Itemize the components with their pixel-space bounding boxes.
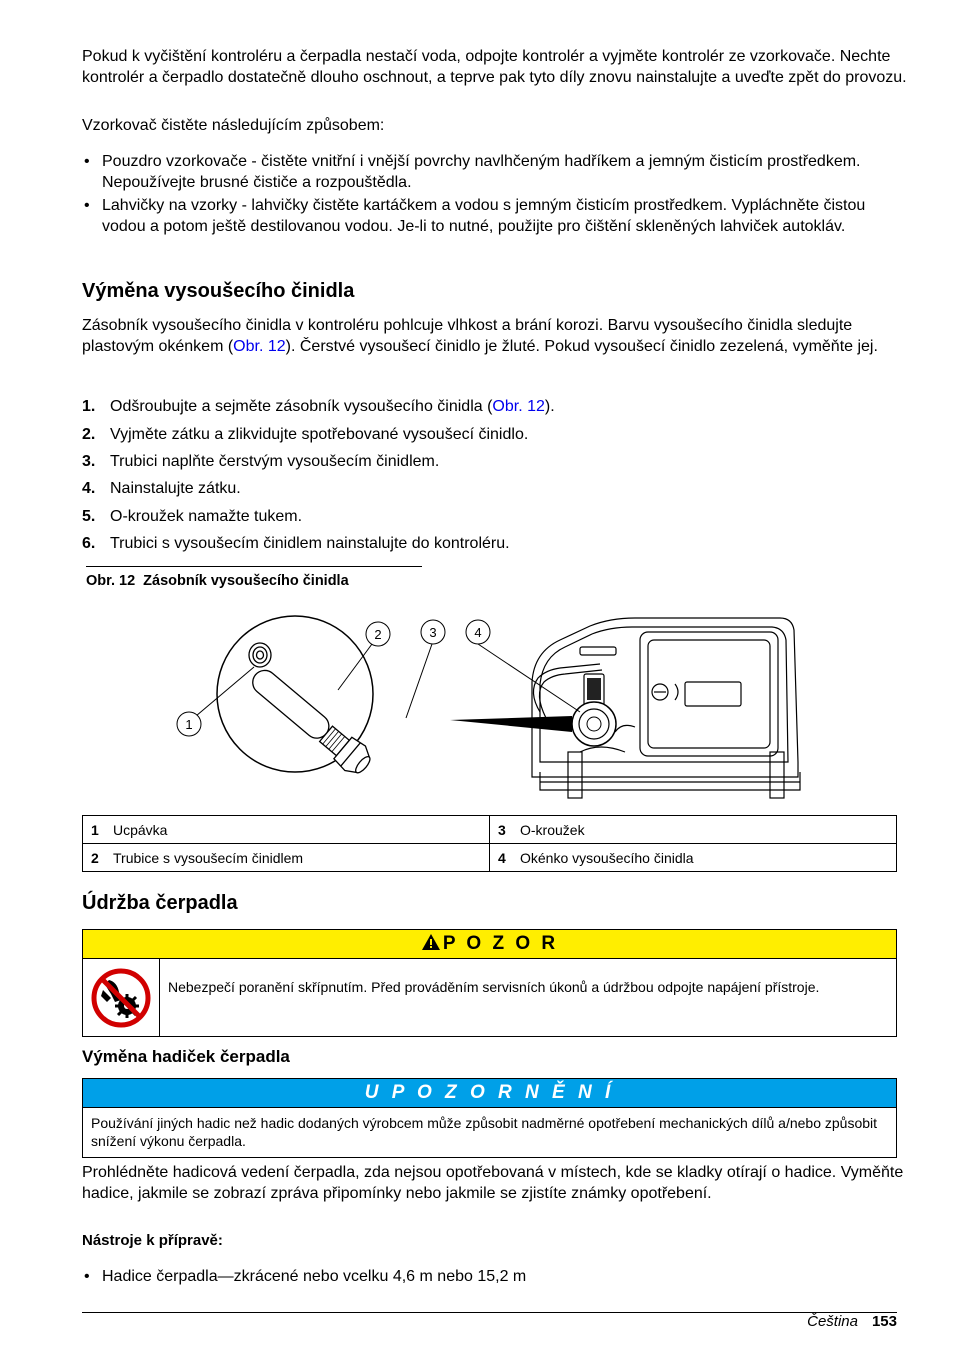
list-item bbox=[82, 1267, 872, 1288]
section-heading: Výměna vysoušecího činidla bbox=[82, 280, 355, 302]
magnified-view bbox=[217, 616, 376, 780]
text-run: Odšroubujte a sejměte zásobník vysoušecího činidla ( bbox=[110, 398, 493, 415]
caution-text: Nebezpečí poranění skřípnutím. Před prováděním servisních úkonů a údržbou odpojte napájení přístroje. bbox=[168, 979, 820, 995]
text-run: ). Čerstvé vysoušecí činidlo je žluté. Pokud vysoušecí činidlo zezelená, vyměňte jej. bbox=[285, 337, 878, 355]
step-number: 6. bbox=[82, 535, 96, 552]
step-text: Nainstalujte zátku. bbox=[110, 480, 241, 497]
figure-link[interactable]: Obr. 12 bbox=[233, 337, 286, 355]
list-item-text: Hadice čerpadla—zkrácené nebo vcelku 4,6 m nebo 15,2 m bbox=[102, 1268, 527, 1285]
notice-box bbox=[82, 1078, 897, 1158]
page-footer bbox=[807, 1313, 897, 1330]
step-text: Trubici s vysoušecím činidlem nainstalujte do kontroléru. bbox=[110, 535, 510, 552]
table-row bbox=[83, 844, 897, 872]
callout-4 bbox=[466, 620, 490, 644]
bullet-glyph: • bbox=[84, 1268, 90, 1285]
notice-header: U P O Z O R N Ě N Í bbox=[83, 1079, 896, 1108]
step-number: 1. bbox=[82, 398, 96, 415]
page-number: 153 bbox=[871, 1313, 897, 1330]
table-cell: 1 Ucpávka bbox=[83, 816, 490, 844]
step-number: 5. bbox=[82, 508, 96, 525]
table-row bbox=[83, 816, 897, 844]
desiccant-cartridge-illustration bbox=[160, 612, 810, 802]
table-cell: 4 Okénko vysoušecího činidla bbox=[490, 844, 897, 872]
step-text: O-kroužek namažte tukem. bbox=[110, 508, 303, 525]
warning-triangle-icon bbox=[421, 933, 441, 951]
step-text: Vyjměte zátku a zlikvidujte spotřebované vysoušecí činidlo. bbox=[110, 426, 529, 443]
intro-paragraph-2: Vzorkovač čistěte následujícím způsobem: bbox=[82, 117, 385, 134]
bullet-glyph: • bbox=[84, 153, 90, 170]
caution-label: P O Z O R bbox=[442, 933, 559, 954]
intro-paragraph: Pokud k vyčištění kontroléru a čerpadla nestačí voda, odpojte kontrolér a vyjměte kontrolér ze vzorkovače. Nechte kontrolér a čerpadlo dostatečně dlouho oschnout, a teprve pak tyto díly znovu nainstalujte a uveďte zpět do provozu. bbox=[82, 48, 907, 86]
list-item-text: Pouzdro vzorkovače - čistěte vnitřní i vnější povrchy navlhčeným hadříkem a jemným čisticím prostředkem. Nepoužívejte brusné čističe a rozpouštědla. bbox=[102, 153, 861, 191]
section-paragraph: Prohlédněte hadicová vedení čerpadla, zda nejsou opotřebovaná v místech, kde se kladky otírají o hadice. Vyměňte hadice, jakmile se zobrazí zpráva připomínky nebo jakmile se zjistíte známky opotřebení. bbox=[82, 1164, 904, 1202]
svg-text:4: 4 bbox=[474, 625, 482, 640]
pointer-cone bbox=[450, 716, 572, 732]
footer-language: Čeština bbox=[807, 1313, 858, 1330]
figure-number: Obr. 12 bbox=[86, 573, 136, 589]
section-paragraph bbox=[82, 316, 912, 357]
figure-title: Zásobník vysoušecího činidla bbox=[143, 573, 349, 589]
list-item bbox=[82, 196, 872, 237]
text-run: Zásobník vysoušecího činidla v kontroléru pohlcuje vlhkost a brání korozi. Barvu vysoušecího činidla sledujte plastovým okénkem ( bbox=[82, 317, 853, 355]
figure-link[interactable]: Obr. 12 bbox=[492, 398, 545, 415]
step-number: 3. bbox=[82, 453, 96, 470]
caution-header bbox=[83, 930, 896, 959]
footer-rule bbox=[82, 1312, 897, 1313]
table-cell: 2 Trubice s vysoušecím činidlem bbox=[83, 844, 490, 872]
step-text bbox=[110, 397, 555, 417]
table-cell: 3 O-kroužek bbox=[490, 816, 897, 844]
figure-caption bbox=[86, 566, 422, 589]
pinch-hazard-icon bbox=[83, 959, 160, 1036]
step-number: 2. bbox=[82, 426, 96, 443]
figure-legend-table bbox=[82, 815, 897, 872]
step-number: 4. bbox=[82, 480, 96, 497]
subsection-heading: Výměna hadiček čerpadla bbox=[82, 1047, 290, 1066]
section-heading: Údržba čerpadla bbox=[82, 892, 238, 914]
bullet-glyph: • bbox=[84, 197, 90, 214]
callout-2 bbox=[366, 622, 390, 646]
desiccant-window-drawing bbox=[572, 702, 616, 746]
controller-device-drawing bbox=[532, 618, 800, 798]
notice-text: Používání jiných hadic než hadic dodaných výrobcem může způsobit nadměrné opotřebení mechanických dílů a/nebo způsobit snížení výkonu čerpadla. bbox=[91, 1115, 878, 1149]
list-item-text: Lahvičky na vzorky - lahvičky čistěte kartáčkem a vodou s jemným čisticím prostředkem. Vypláchněte čistou vodou a potom ještě destilovanou vodou. Je-li to nutné, použijte pro čištění skleněných lahviček autokláv. bbox=[102, 197, 866, 235]
tools-label: Nástroje k přípravě: bbox=[82, 1232, 223, 1249]
svg-text:3: 3 bbox=[429, 625, 437, 640]
caution-box bbox=[82, 929, 897, 1037]
text-run: ). bbox=[544, 398, 555, 415]
list-item bbox=[82, 152, 872, 193]
callout-3 bbox=[421, 620, 445, 644]
callout-1 bbox=[177, 712, 201, 736]
svg-text:2: 2 bbox=[374, 627, 382, 642]
warning-label bbox=[587, 678, 601, 700]
svg-text:1: 1 bbox=[185, 717, 193, 732]
step-text: Trubici naplňte čerstvým vysoušecím činidlem. bbox=[110, 453, 440, 470]
